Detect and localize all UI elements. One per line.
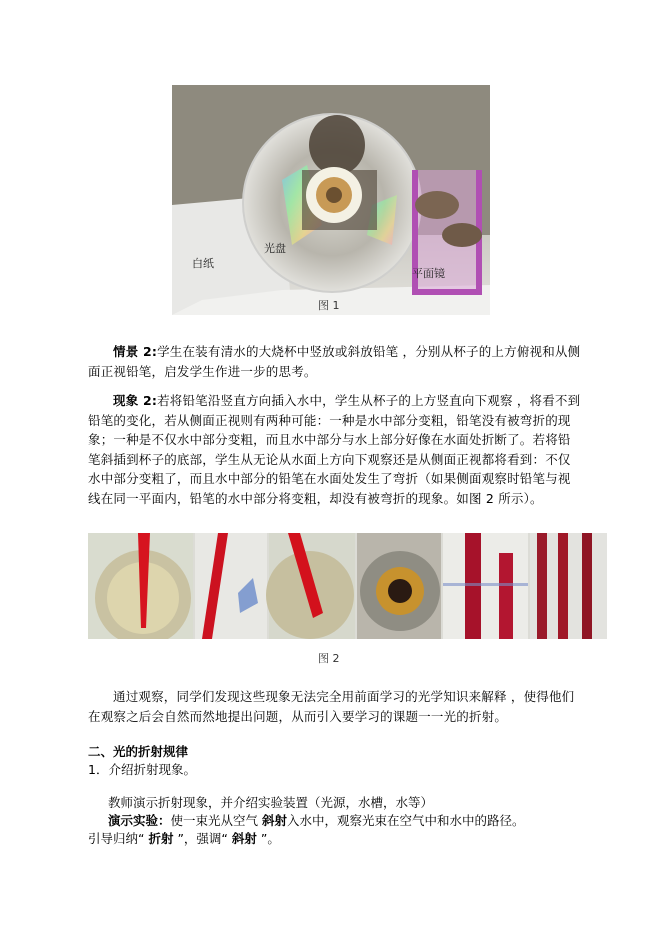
scene2-text: 学生在装有清水的大烧杯中竖放或斜放铅笔 ，分别从杯子的上方俯视和从侧面正视铅笔，启发学生作进一步的思考。 [88,344,581,379]
observation-paragraph [88,687,581,726]
section2-item1: 1．介绍折射现象。 [88,762,196,777]
figure1-label-glass: 平面镜 [412,267,445,280]
demo-text-a: 使一束光从空气 [170,813,262,828]
phenomenon2-paragraph [88,391,581,508]
demo-title: 演示实验： [108,813,171,828]
figure1-photo [172,85,490,315]
scene2-title: 情景 2: [113,344,158,359]
figure1-label-disc: 光盘 [264,242,286,255]
teacher-demo-line: 教师演示折射现象，并介绍实验装置（光源，水槽，水等） [108,795,434,810]
scene2-paragraph [88,342,581,381]
demo-text-b: 斜射 [262,813,288,828]
demo-text-c: 入水中，观察光束在空气中和水中的路径。 [287,813,525,828]
demo-experiment-line [108,811,525,829]
guide-e: ”。 [256,831,280,846]
figure2-scene [88,533,607,639]
guide-c: ”，强调“ [173,831,232,846]
figure2-caption: 图 2 [318,652,340,665]
guide-a: 引导归纳“ [88,831,149,846]
figure1-label-paper: 白纸 [192,257,214,270]
guide-line [88,829,280,847]
phenomenon2-title: 现象 2: [113,393,158,408]
figure1-caption: 图 1 [318,299,340,312]
figure2-photo-strip [88,533,607,639]
phenomenon2-text: 若将铅笔沿竖直方向插入水中，学生从杯子的上方竖直向下观察 ，将看不到铅笔的变化，若从侧面正视则有两种可能：一种是水中部分变粗，铅笔没有被弯折的现象；一种是不仅水中部分变粗，而且水中部分与水上部分好像在水面处折断了。若将铅笔斜插到杯子的底部，学生从无论从水面上方向下观察还是从侧面正视都将看到：不仅水中部分变粗了，而且水中部分的铅笔在水面处发生了弯折（如果侧面观察时铅笔与视线在同一平面内，铅笔的水中部分将变粗，却没有被弯折的现象。如图 2 所示）。 [88,393,581,506]
observation-text: 通过观察，同学们发现这些现象无法完全用前面学习的光学知识来解释 ，使得他们在观察之后会自然而然地提出问题，从而引入要学习的课题一一光的折射。 [88,689,575,724]
guide-d: 斜射 [231,831,257,846]
guide-b: 折射 [148,831,174,846]
section2-heading: 二、光的折射规律 [88,744,189,759]
